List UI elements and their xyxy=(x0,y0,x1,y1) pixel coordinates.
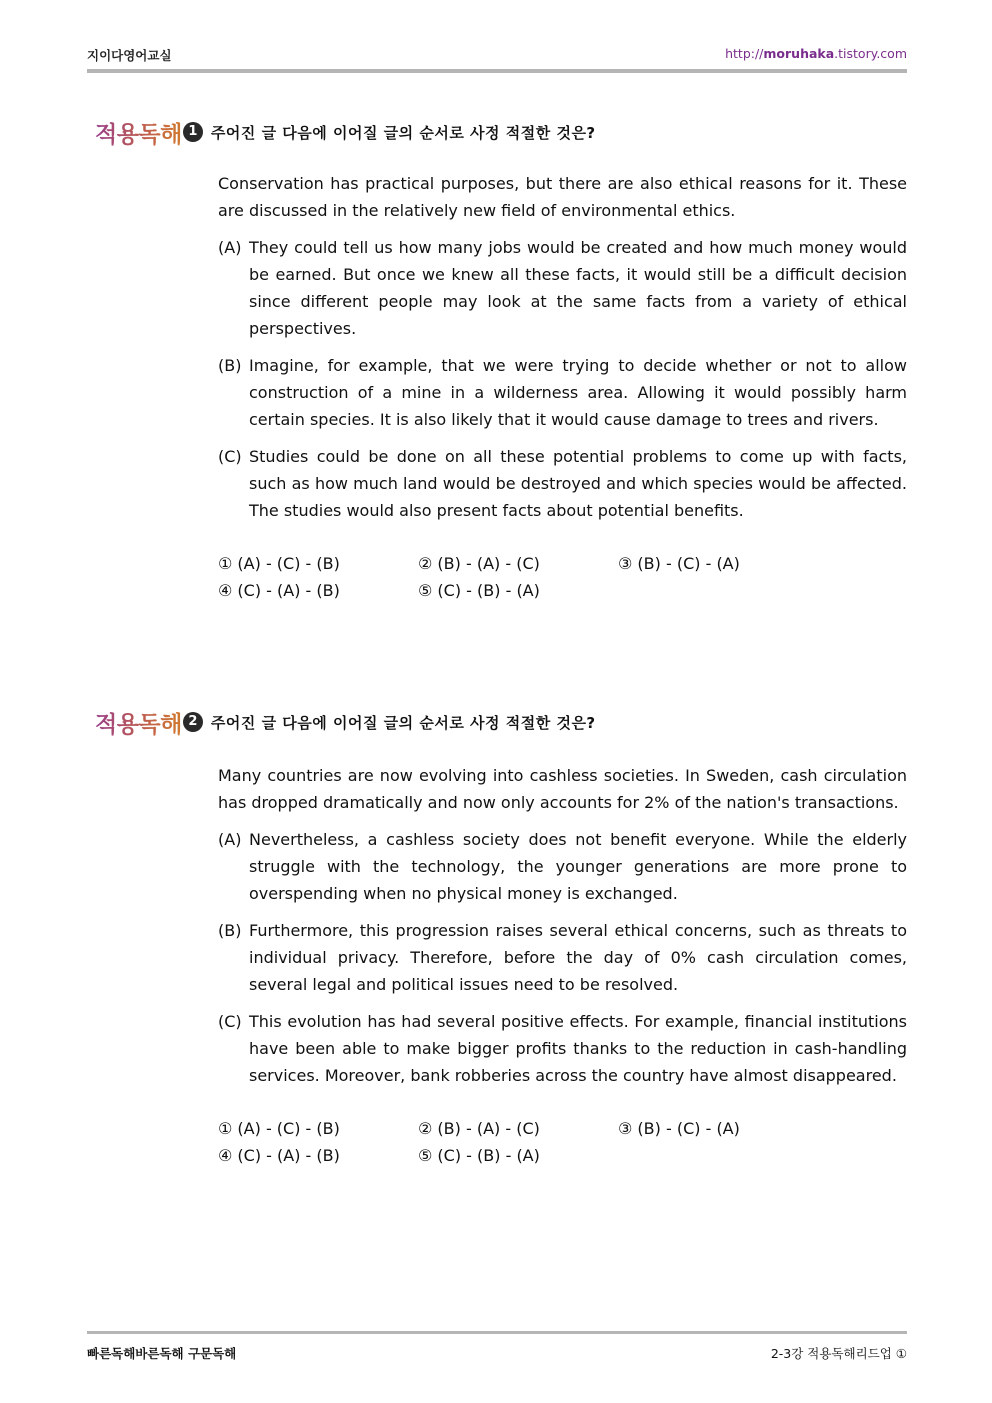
choice-5[interactable]: ⑤ (C) - (B) - (A) xyxy=(418,581,540,600)
passage xyxy=(218,762,907,1169)
url-bold: moruhaka xyxy=(763,46,835,61)
paragraph-text: Imagine, for example, that we were trying to decide whether or not to allow construction of a mine in a wilderness area. Allowing it would possibly harm certain species. It is also likely that it would cause damage to trees and rivers. xyxy=(249,356,907,429)
choice-2[interactable]: ② (B) - (A) - (C) xyxy=(418,554,540,573)
paragraph-a xyxy=(218,234,907,342)
choice-3[interactable]: ③ (B) - (C) - (A) xyxy=(618,1119,740,1138)
choice-5[interactable]: ⑤ (C) - (B) - (A) xyxy=(418,1146,540,1165)
answer-choices xyxy=(218,1115,907,1169)
paragraph-c xyxy=(218,443,907,524)
page-header xyxy=(87,46,907,66)
paragraph-text: Studies could be done on all these potential problems to come up with facts, such as how much land would be destroyed and which species would be affected. The studies would also present facts about potential benefits. xyxy=(249,447,907,520)
passage-intro: Conservation has practical purposes, but there are also ethical reasons for it. These are discussed in the relatively new field of environmental ethics. xyxy=(218,174,907,220)
paragraph-tag: (B) xyxy=(218,921,242,940)
section-question: 주어진 글 다음에 이어질 글의 순서로 사정 적절한 것은? xyxy=(210,124,596,142)
paragraph-text: Furthermore, this progression raises several ethical concerns, such as threats to individual privacy. Therefore, before the day of 0% cash circulation comes, several legal and political issues need to be resolved. xyxy=(249,921,907,994)
paragraph-a xyxy=(218,826,907,907)
paragraph-tag: (A) xyxy=(218,830,242,849)
paragraph-b xyxy=(218,352,907,433)
section-label: 적용독해 xyxy=(95,122,182,148)
paragraph-tag: (A) xyxy=(218,238,242,257)
url-prefix: http:// xyxy=(725,46,764,61)
choice-4[interactable]: ④ (C) - (A) - (B) xyxy=(218,581,340,600)
passage-intro: Many countries are now evolving into cashless societies. In Sweden, cash circulation has dropped dramatically and now only accounts for 2% of the nation's transactions. xyxy=(218,766,907,812)
section-number-badge: 1 xyxy=(183,122,203,142)
choice-1[interactable]: ① (A) - (C) - (B) xyxy=(218,1119,340,1138)
passage xyxy=(218,170,907,604)
page-footer xyxy=(87,1344,907,1364)
choice-3[interactable]: ③ (B) - (C) - (A) xyxy=(618,554,740,573)
paragraph-c xyxy=(218,1008,907,1089)
paragraph-tag: (C) xyxy=(218,447,242,466)
section-label: 적용독해 xyxy=(95,712,182,738)
section-question: 주어진 글 다음에 이어질 글의 순서로 사정 적절한 것은? xyxy=(210,714,596,732)
answer-choices xyxy=(218,550,907,604)
header-url[interactable] xyxy=(725,46,907,61)
header-rule xyxy=(87,69,907,73)
choice-4[interactable]: ④ (C) - (A) - (B) xyxy=(218,1146,340,1165)
paragraph-tag: (B) xyxy=(218,356,242,375)
url-suffix: .tistory.com xyxy=(834,46,907,61)
choice-1[interactable]: ① (A) - (C) - (B) xyxy=(218,554,340,573)
choice-2[interactable]: ② (B) - (A) - (C) xyxy=(418,1119,540,1138)
footer-title: 빠른독해바른독해 구문독해 xyxy=(87,1346,237,1361)
footer-chapter: 2-3강 적용독해리드업 ① xyxy=(770,1346,907,1361)
section-number-badge: 2 xyxy=(183,712,203,732)
footer-rule xyxy=(87,1331,907,1334)
section-title xyxy=(95,706,596,736)
section-title xyxy=(95,116,596,146)
paragraph-b xyxy=(218,917,907,998)
paragraph-text: Nevertheless, a cashless society does not benefit everyone. While the elderly struggle with the technology, the younger generations are more prone to overspending when no physical money is exchanged. xyxy=(249,830,907,903)
header-title: 지이다영어교실 xyxy=(87,48,172,63)
paragraph-text: They could tell us how many jobs would be created and how much money would be earned. But once we knew all these facts, it would still be a difficult decision since different people may look at the same facts from a variety of ethical perspectives. xyxy=(249,238,907,338)
paragraph-tag: (C) xyxy=(218,1012,242,1031)
paragraph-text: This evolution has had several positive effects. For example, financial institutions have been able to make bigger profits thanks to the reduction in cash-handling services. Moreover, bank robberies across the country have almost disappeared. xyxy=(249,1012,907,1085)
